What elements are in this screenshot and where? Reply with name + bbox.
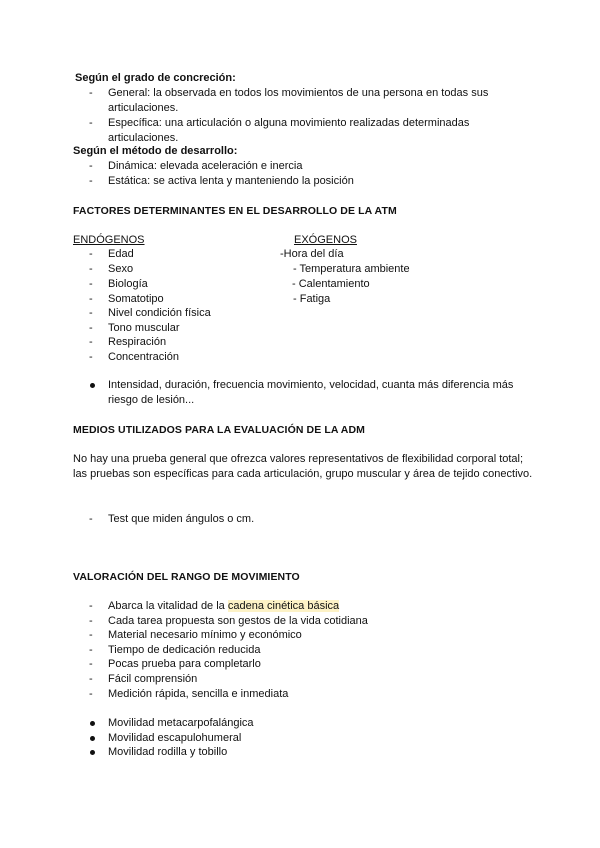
desarrollo-item-text: Estática: se activa lenta y manteniendo la posición <box>108 175 354 187</box>
exogenos-item: - Temperatura ambiente <box>293 263 410 275</box>
endogenos-title: ENDÓGENOS <box>73 234 145 246</box>
medios-heading: MEDIOS UTILIZADOS PARA LA EVALUACIÓN DE LA ADM <box>73 424 365 436</box>
endogenos-item-text: Respiración <box>108 336 167 348</box>
desarrollo-item-text: Dinámica: elevada aceleración e inercia <box>108 160 303 172</box>
endogenos-item-text: Tono muscular <box>108 322 180 334</box>
dash-marker: - <box>89 117 93 129</box>
exogenos-title: EXÓGENOS <box>294 234 357 246</box>
valoracion-item-text: Cada tarea propuesta son gestos de la vida cotidiana <box>108 615 368 627</box>
concrecion-item-text: General: la observada en todos los movimientos de una persona en todas sus articulaciones. <box>108 87 489 114</box>
desarrollo-heading: Según el método de desarrollo: <box>73 145 238 157</box>
endogenos-item-text: Somatotipo <box>108 293 164 305</box>
endogenos-item-text: Biología <box>108 278 148 290</box>
bullet-dot <box>90 750 95 755</box>
exogenos-item: -Hora del día <box>280 248 344 260</box>
valoracion-item-text: Medición rápida, sencilla e inmediata <box>108 688 289 700</box>
medios-item-text: Test que miden ángulos o cm. <box>108 513 255 525</box>
dash-marker: - <box>89 87 93 99</box>
factores-heading: FACTORES DETERMINANTES EN EL DESARROLLO DE LA ATM <box>73 205 397 217</box>
highlighted-text: cadena cinética básica <box>227 600 340 612</box>
endogenos-item-text: Sexo <box>108 263 134 275</box>
bullet-dot <box>90 383 95 388</box>
concrecion-item-text: Específica: una articulación o alguna movimiento realizadas determinadas articulaciones. <box>108 117 470 144</box>
valoracion-bullet-text: Movilidad escapulohumeral <box>108 732 242 744</box>
valoracion-item-text: Material necesario mínimo y económico <box>108 629 302 641</box>
valoracion-bullet-text: Movilidad rodilla y tobillo <box>108 746 228 758</box>
bullet-dot <box>90 721 95 726</box>
exogenos-item: - Calentamiento <box>292 278 370 290</box>
valoracion-item-text: Tiempo de dedicación reducida <box>108 644 261 656</box>
endogenos-item-text: Nivel condición física <box>108 307 211 319</box>
valoracion-item-text: Pocas prueba para completarlo <box>108 658 261 670</box>
medios-paragraph: No hay una prueba general que ofrezca valores representativos de flexibilidad corporal total; las pruebas son específicas para cada articulación, grupo muscular y área de tejido conectivo. <box>73 453 533 480</box>
endogenos-item-text: Edad <box>108 248 134 260</box>
factores-note-text: Intensidad, duración, frecuencia movimiento, velocidad, cuanta más diferencia más riesgo de lesión... <box>108 379 514 406</box>
valoracion-item-prefix: Abarca la vitalidad de la <box>108 600 228 612</box>
valoracion-heading: VALORACIÓN DEL RANGO DE MOVIMIENTO <box>73 571 300 583</box>
endogenos-item-text: Concentración <box>108 351 179 363</box>
dash-marker: - <box>89 175 93 187</box>
valoracion-bullet-text: Movilidad metacarpofalángica <box>108 717 254 729</box>
document-page: Según el grado de concreción: - General: la observada en todos los movimientos de una persona en todas sus articulaciones. - Específica: una articulación o alguna movimiento realizadas determinadas articulaciones. Según el método de desarrollo: - Dinámica: elevada aceleración e inercia - Estática: se activa lenta y manteniendo la posición FACTORES DETERMINANTES EN EL DESARROLLO DE LA ATM ENDÓGENOS EXÓGENOS - Edad - Sexo - Biología - Somatotipo - Nivel condición física - Tono muscular - Respiración - Concentración -Hora del día - Temperatura ambiente - Calentamiento - Fatiga Intensidad, duración, frecuencia movimiento, velocidad, cuanta más diferencia más riesgo de lesión... MEDIOS UTILIZADOS PARA LA EVALUACIÓN DE LA ADM No hay una prueba general que ofrezca valores representativos de flexibilidad corporal total; las pruebas son específicas para cada articulación, grupo muscular y área de tejido conectivo. - Test que miden ángulos o cm. VALORACIÓN DEL RANGO DE MOVIMIENTO - Abarca la vitalidad de la cadena cinética básica - Cada tarea propuesta son gestos de la vida cotidiana - Material necesario mínimo y económico - Tiempo de dedicación reducida - Pocas prueba para completarlo - Fácil comprensión - Medición rápida, sencilla e inmediata Movilidad metacarpofalángica Movilidad escapulohumeral Movilidad rodilla y tobillo <box>0 0 600 848</box>
bullet-dot <box>90 736 95 741</box>
valoracion-item-text: Fácil comprensión <box>108 673 198 685</box>
dash-marker: - <box>89 160 93 172</box>
exogenos-item: - Fatiga <box>293 293 331 305</box>
valoracion-item-text <box>108 599 339 614</box>
concrecion-heading: Según el grado de concreción: <box>75 72 236 84</box>
